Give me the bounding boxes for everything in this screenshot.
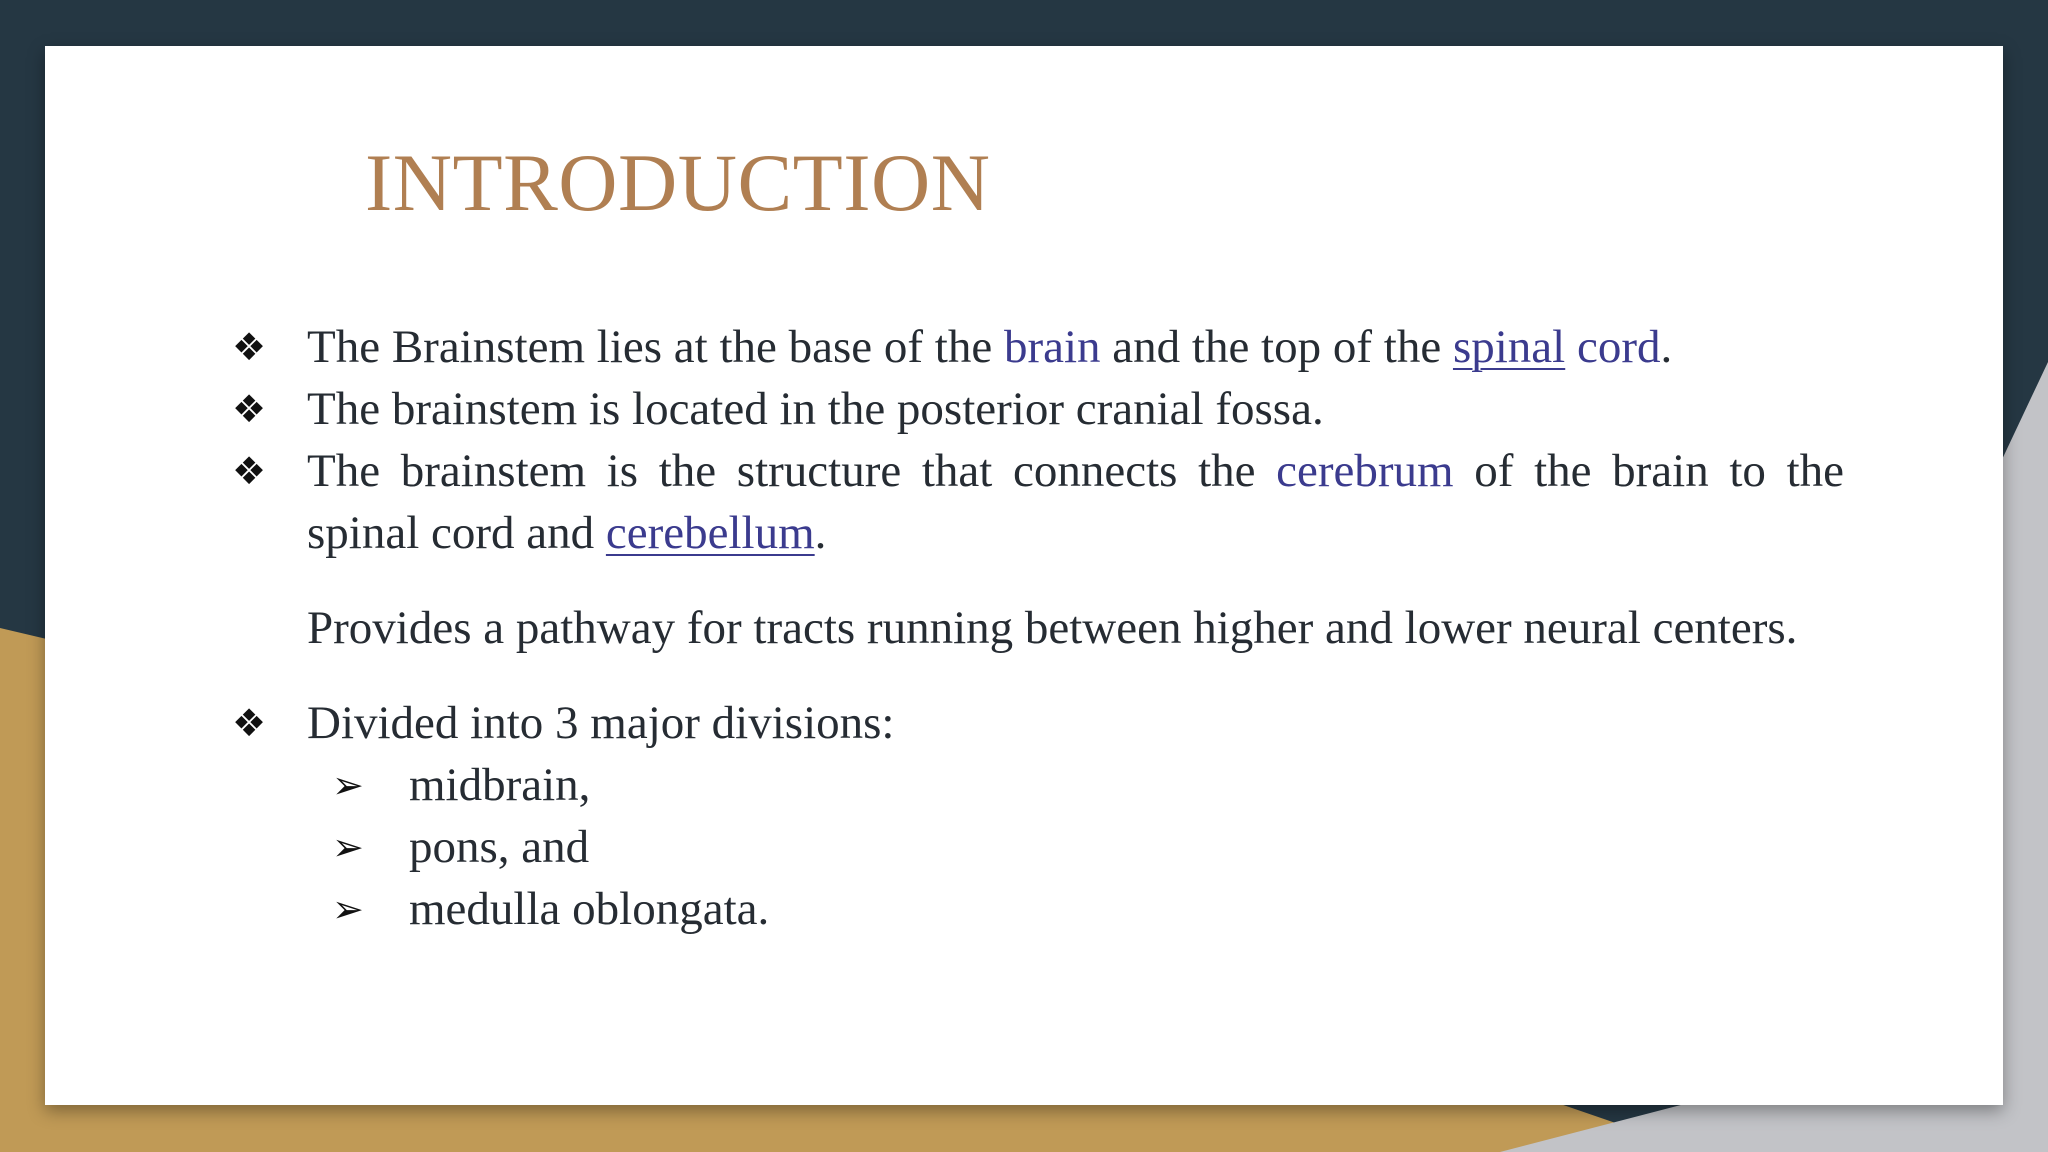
link-cord[interactable]: cord bbox=[1576, 321, 1661, 373]
diamond-bullet-icon: ❖ bbox=[232, 449, 267, 493]
slide-content bbox=[232, 316, 1844, 940]
division-midbrain: midbrain, bbox=[409, 759, 591, 811]
link-brain[interactable]: brain bbox=[1003, 321, 1101, 373]
division-pons: pons, and bbox=[409, 821, 590, 873]
bullet-item bbox=[232, 692, 1844, 754]
diamond-bullet-icon: ❖ bbox=[232, 701, 267, 745]
bullet-text: The Brainstem lies at the base of the brain and the top of the spinal cord. bbox=[307, 321, 1673, 373]
pathway-paragraph: Provides a pathway for tracts running between higher and lower neural centers. bbox=[307, 602, 1798, 654]
bullet-item bbox=[232, 440, 1844, 564]
sub-list-item bbox=[232, 754, 1844, 816]
division-medulla: medulla oblongata. bbox=[409, 883, 770, 935]
link-cerebellum[interactable]: cerebellum bbox=[605, 507, 815, 559]
link-cerebrum[interactable]: cerebrum bbox=[1276, 445, 1454, 497]
sub-list-item bbox=[232, 878, 1844, 940]
bullet-text: The brainstem is the structure that connects the cerebrum of the brain to the spinal cord and cerebellum. bbox=[307, 445, 1844, 559]
bullet-text: The brainstem is located in the posterior cranial fossa. bbox=[307, 383, 1324, 435]
arrowhead-bullet-icon: ➢ bbox=[332, 763, 364, 807]
arrowhead-bullet-icon: ➢ bbox=[332, 887, 364, 931]
bullet-item bbox=[232, 316, 1844, 378]
diamond-bullet-icon: ❖ bbox=[232, 387, 267, 431]
arrowhead-bullet-icon: ➢ bbox=[332, 825, 364, 869]
slide-title: INTRODUCTION bbox=[365, 137, 991, 228]
sub-list-item bbox=[232, 816, 1844, 878]
link-spinal[interactable]: spinal bbox=[1452, 321, 1566, 373]
divisions-heading: Divided into 3 major divisions: bbox=[307, 697, 895, 749]
bullet-item bbox=[232, 378, 1844, 440]
diamond-bullet-icon: ❖ bbox=[232, 325, 267, 369]
